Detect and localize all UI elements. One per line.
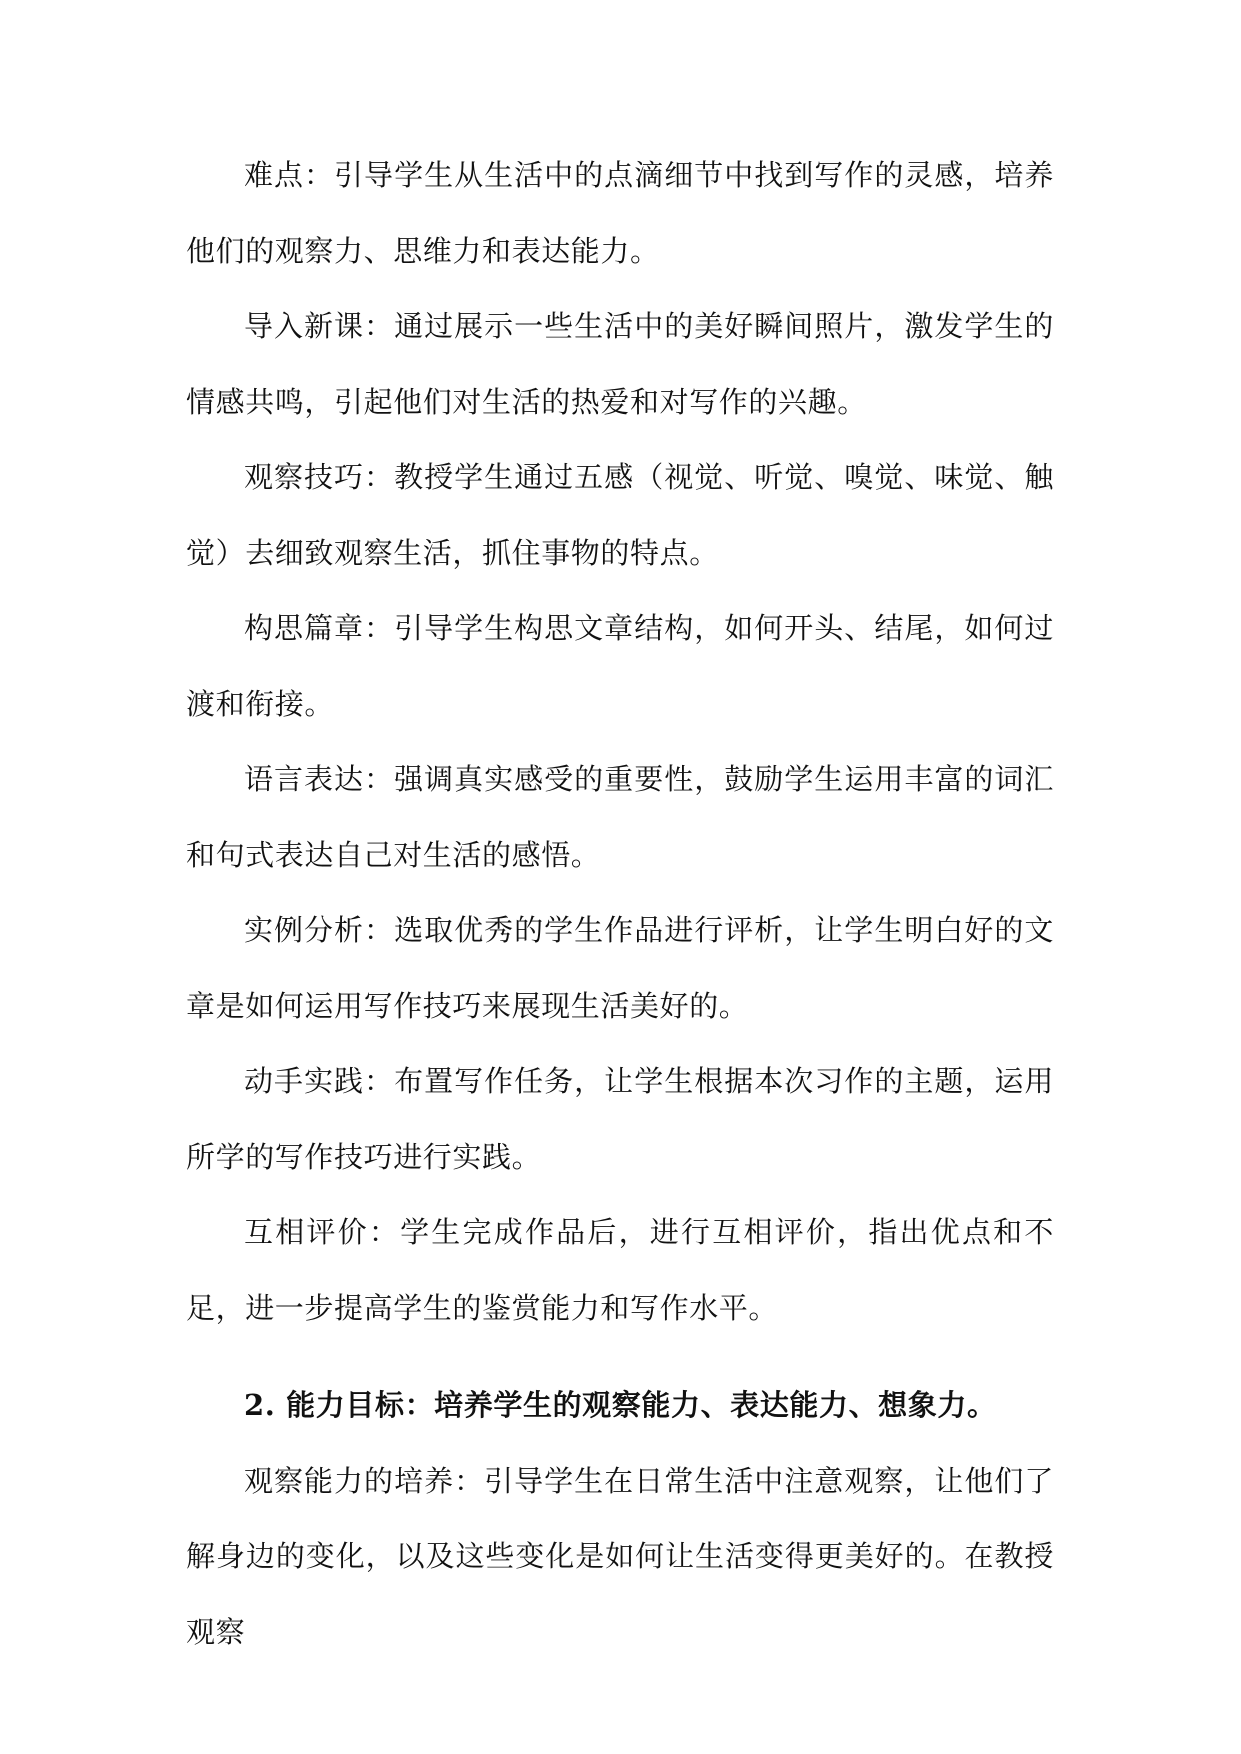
paragraph-composition: 构思篇章：引导学生构思文章结构，如何开头、结尾，如何过渡和衔接。 bbox=[186, 611, 1054, 721]
paragraph-observation-ability: 观察能力的培养：引导学生在日常生活中注意观察，让他们了解身边的变化，以及这些变化是如何让生活变得更美好的。在教授观察 bbox=[186, 1463, 1054, 1649]
section-heading: 2. 能力目标：培养学生的观察能力、表达能力、想象力。 bbox=[244, 1388, 997, 1422]
paragraph-peer-review: 互相评价：学生完成作品后，进行互相评价，指出优点和不足，进一步提高学生的鉴赏能力和写作水平。 bbox=[186, 1215, 1054, 1325]
paragraph-introduction: 导入新课：通过展示一些生活中的美好瞬间照片，激发学生的情感共鸣，引起他们对生活的热爱和对写作的兴趣。 bbox=[186, 309, 1054, 419]
paragraph-language-expression: 语言表达：强调真实感受的重要性，鼓励学生运用丰富的词汇和句式表达自己对生活的感悟。 bbox=[186, 762, 1054, 872]
paragraph-practice: 动手实践：布置写作任务，让学生根据本次习作的主题，运用所学的写作技巧进行实践。 bbox=[186, 1064, 1054, 1174]
paragraph-example-analysis: 实例分析：选取优秀的学生作品进行评析，让学生明白好的文章是如何运用写作技巧来展现生活美好的。 bbox=[186, 913, 1054, 1023]
document-body bbox=[186, 138, 1054, 1670]
paragraph-difficulty: 难点：引导学生从生活中的点滴细节中找到写作的灵感，培养他们的观察力、思维力和表达能力。 bbox=[186, 158, 1054, 268]
paragraph-observation-skills: 观察技巧：教授学生通过五感（视觉、听觉、嗅觉、味觉、触觉）去细致观察生活，抓住事物的特点。 bbox=[186, 460, 1054, 570]
section-gap bbox=[186, 1346, 1054, 1368]
